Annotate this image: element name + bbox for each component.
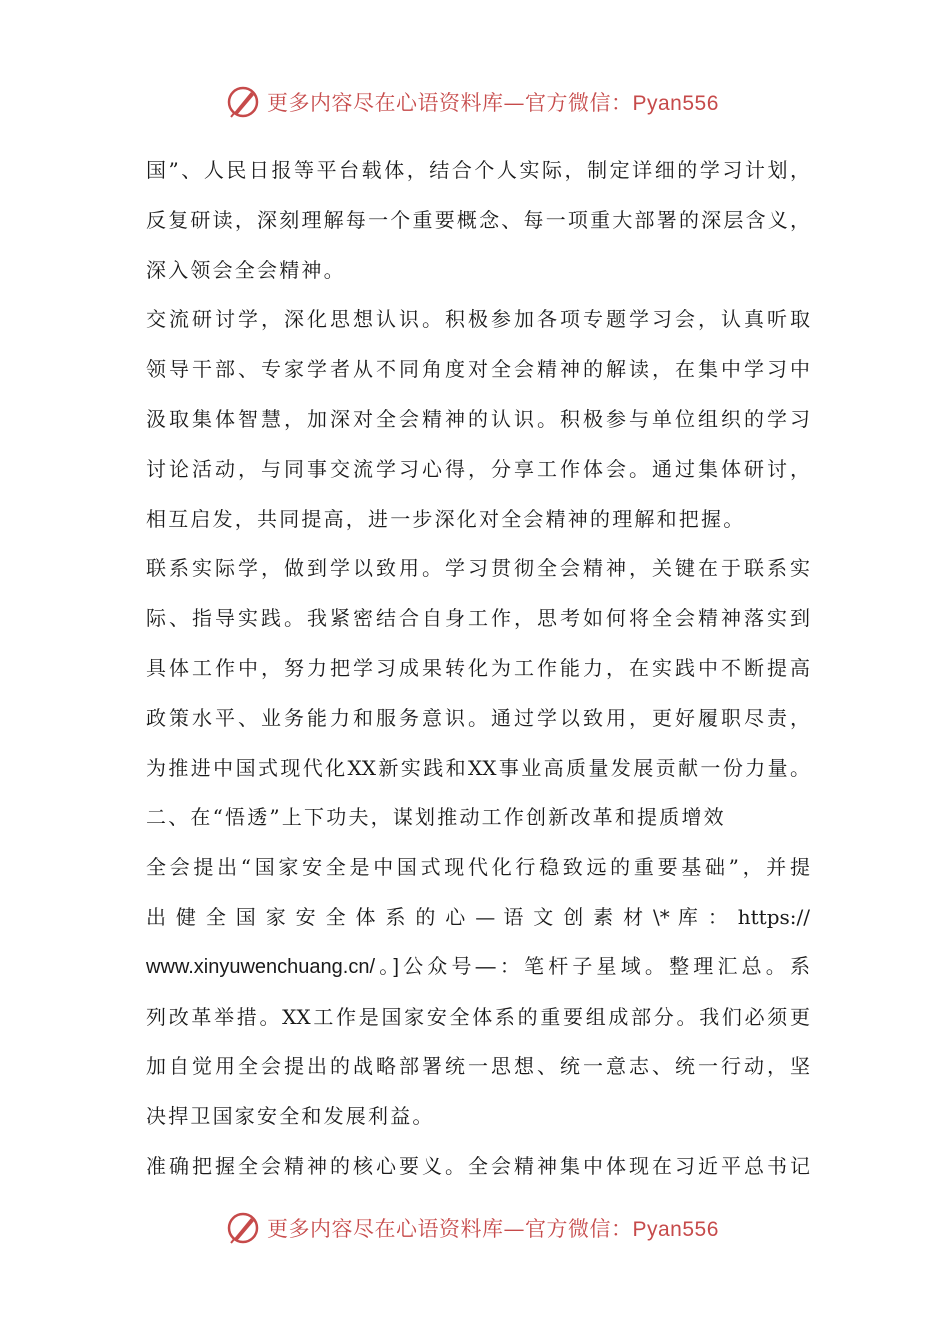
body-line: 汲取集体智慧，加深对全会精神的认识。积极参与单位组织的学习: [146, 406, 810, 431]
body-line: 决捍卫国家安全和发展利益。: [146, 1104, 435, 1129]
body-line: 准确把握全会精神的核心要义。全会精神集中体现在习近平总书记: [146, 1153, 810, 1178]
section-heading: 二、在“悟透”上下功夫，谋划推动工作创新改革和提质增效: [146, 805, 726, 830]
body-line: 际、指导实践。我紧密结合自身工作，思考如何将全会精神落实到: [146, 606, 810, 631]
header-banner: [225, 82, 745, 122]
body-line: 出 健 全 国 家 安 全 体 系 的 心 — 语 文 创 素 材 \* 库 ： https://: [146, 904, 810, 929]
footer-banner: [225, 1208, 745, 1248]
body-line: 为推进中国式现代化XX新实践和XX事业高质量发展贡献一份力量。: [146, 755, 810, 780]
body-line: 联系实际学，做到学以致用。学习贯彻全会精神，关键在于联系实: [146, 556, 810, 581]
body-line: 列改革举措。XX工作是国家安全体系的重要组成部分。我们必须更: [146, 1004, 810, 1029]
footer-wechat-id: Pyan556: [632, 1218, 719, 1241]
body-line: 国”、人民日报等平台载体，结合个人实际，制定详细的学习计划，: [146, 158, 810, 182]
body-line: 交流研讨学，深化思想认识。积极参加各项专题学习会，认真听取: [146, 307, 810, 332]
body-line: 反复研读，深刻理解每一个重要概念、每一项重大部署的深层含义，: [146, 207, 810, 232]
body-line: 相互启发，共同提高，进一步深化对全会精神的理解和把握。: [146, 506, 746, 531]
header-banner-text: 更多内容尽在心语资料库—官方微信：Pyan556: [267, 91, 719, 115]
body-line: 全会提出“国家安全是中国式现代化行稳致远的重要基础”，并提: [146, 855, 810, 880]
body-line: 深入领会全会精神。: [146, 257, 346, 282]
body-line: 领导干部、专家学者从不同角度对全会精神的解读，在集中学习中: [146, 357, 810, 382]
body-line: 讨论活动，与同事交流学习心得，分享工作体会。通过集体研讨，: [146, 456, 810, 481]
body-line: 加自觉用全会提出的战略部署统一思想、统一意志、统一行动，坚: [146, 1054, 810, 1079]
header-wechat-id: Pyan556: [632, 92, 719, 115]
body-line: 政策水平、业务能力和服务意识。通过学以致用，更好履职尽责，: [146, 705, 810, 730]
footer-banner-text: 更多内容尽在心语资料库—官方微信：Pyan556: [267, 1217, 719, 1241]
body-line: www.xinyuwenchuang.cn/。]公众号—：笔杆子星域。整理汇总。系: [146, 955, 810, 978]
quill-logo-icon: [225, 1210, 261, 1246]
quill-logo-icon: [225, 84, 261, 120]
document-body: [146, 146, 810, 1192]
body-line: 具体工作中，努力把学习成果转化为工作能力，在实践中不断提高: [146, 655, 810, 680]
